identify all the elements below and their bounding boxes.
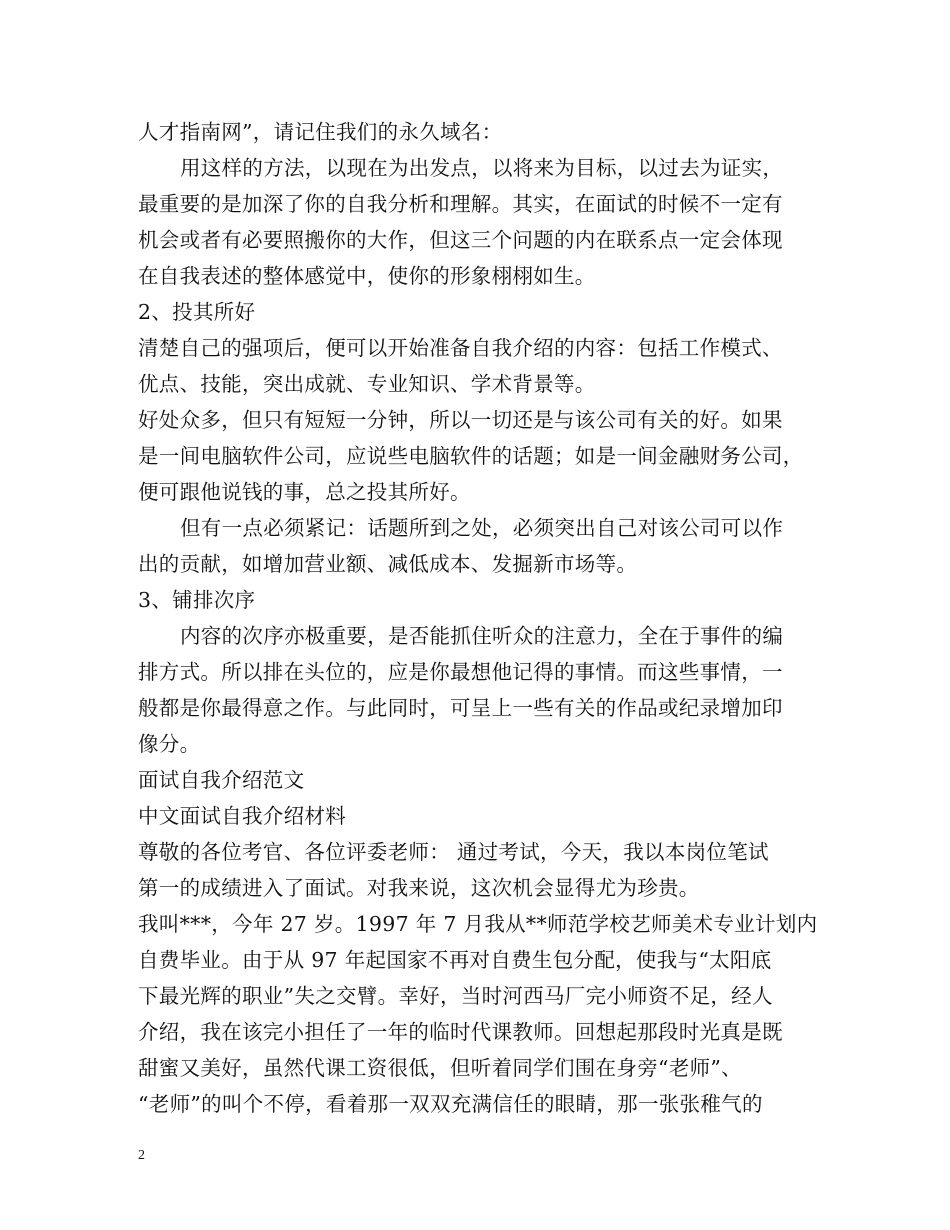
text-line: 优点、技能，突出成就、专业知识、学术背景等。	[138, 372, 596, 396]
section-heading: 3、铺排次序	[138, 588, 256, 612]
text-line: 好处众多，但只有短短一分钟，所以一切还是与该公司有关的好。如果	[138, 408, 783, 432]
text-line: 便可跟他说钱的事，总之投其所好。	[138, 480, 471, 504]
text-line: 但有一点必须紧记：话题所到之处，必须突出自己对该公司可以作	[180, 516, 784, 540]
text-line: 在自我表述的整体感觉中，使你的形象栩栩如生。	[138, 264, 596, 288]
text-line: 最重要的是加深了你的自我分析和理解。其实，在面试的时候不一定有	[138, 192, 783, 216]
text-line: 清楚自己的强项后，便可以开始准备自我介绍的内容：包括工作模式、	[138, 336, 783, 360]
text-line: 机会或者有必要照搬你的大作，但这三个问题的内在联系点一定会体现	[138, 228, 783, 252]
text-line: 甜蜜又美好，虽然代课工资很低，但听着同学们围在身旁“老师”、	[138, 1056, 742, 1080]
text-line: 般都是你最得意之作。与此同时，可呈上一些有关的作品或纪录增加印	[138, 696, 783, 720]
text-line: 第一的成绩进入了面试。对我来说，这次机会显得尤为珍贵。	[138, 876, 700, 900]
text-line: 人才指南网”，请记住我们的永久域名：	[138, 120, 503, 144]
text-line: 自费毕业。由于从 97 年起国家不再对自费生包分配，使我与“太阳底	[138, 948, 772, 972]
text-line: 介绍，我在该完小担任了一年的临时代课教师。回想起那段时光真是既	[138, 1020, 783, 1044]
text-line: 像分。	[138, 732, 201, 756]
text-line: 出的贡献，如增加营业额、减低成本、发掘新市场等。	[138, 552, 638, 576]
section-heading: 2、投其所好	[138, 300, 256, 324]
text-line: 内容的次序亦极重要，是否能抓住听众的注意力，全在于事件的编	[180, 624, 784, 648]
section-heading: 面试自我介绍范文	[138, 768, 305, 792]
text-line: 尊敬的各位考官、各位评委老师： 通过考试，今天，我以本岗位笔试	[138, 840, 769, 864]
text-line: 我叫***，今年 27 岁。1997 年 7 月我从**师范学校艺师美术专业计划内	[138, 912, 818, 936]
text-line: 是一间电脑软件公司，应说些电脑软件的话题；如是一间金融财务公司，	[138, 444, 804, 468]
text-line: 下最光辉的职业”失之交臂。幸好，当时河西马厂完小师资不足，经人	[138, 984, 773, 1008]
section-heading: 中文面试自我介绍材料	[138, 804, 346, 828]
text-line: “老师”的叫个不停，看着那一双双充满信任的眼睛，那一张张稚气的	[138, 1092, 763, 1116]
text-line: 排方式。所以排在头位的，应是你最想他记得的事情。而这些事情，一	[138, 660, 783, 684]
text-line: 用这样的方法，以现在为出发点，以将来为目标，以过去为证实，	[180, 156, 784, 180]
page-number: 2	[138, 1148, 145, 1163]
